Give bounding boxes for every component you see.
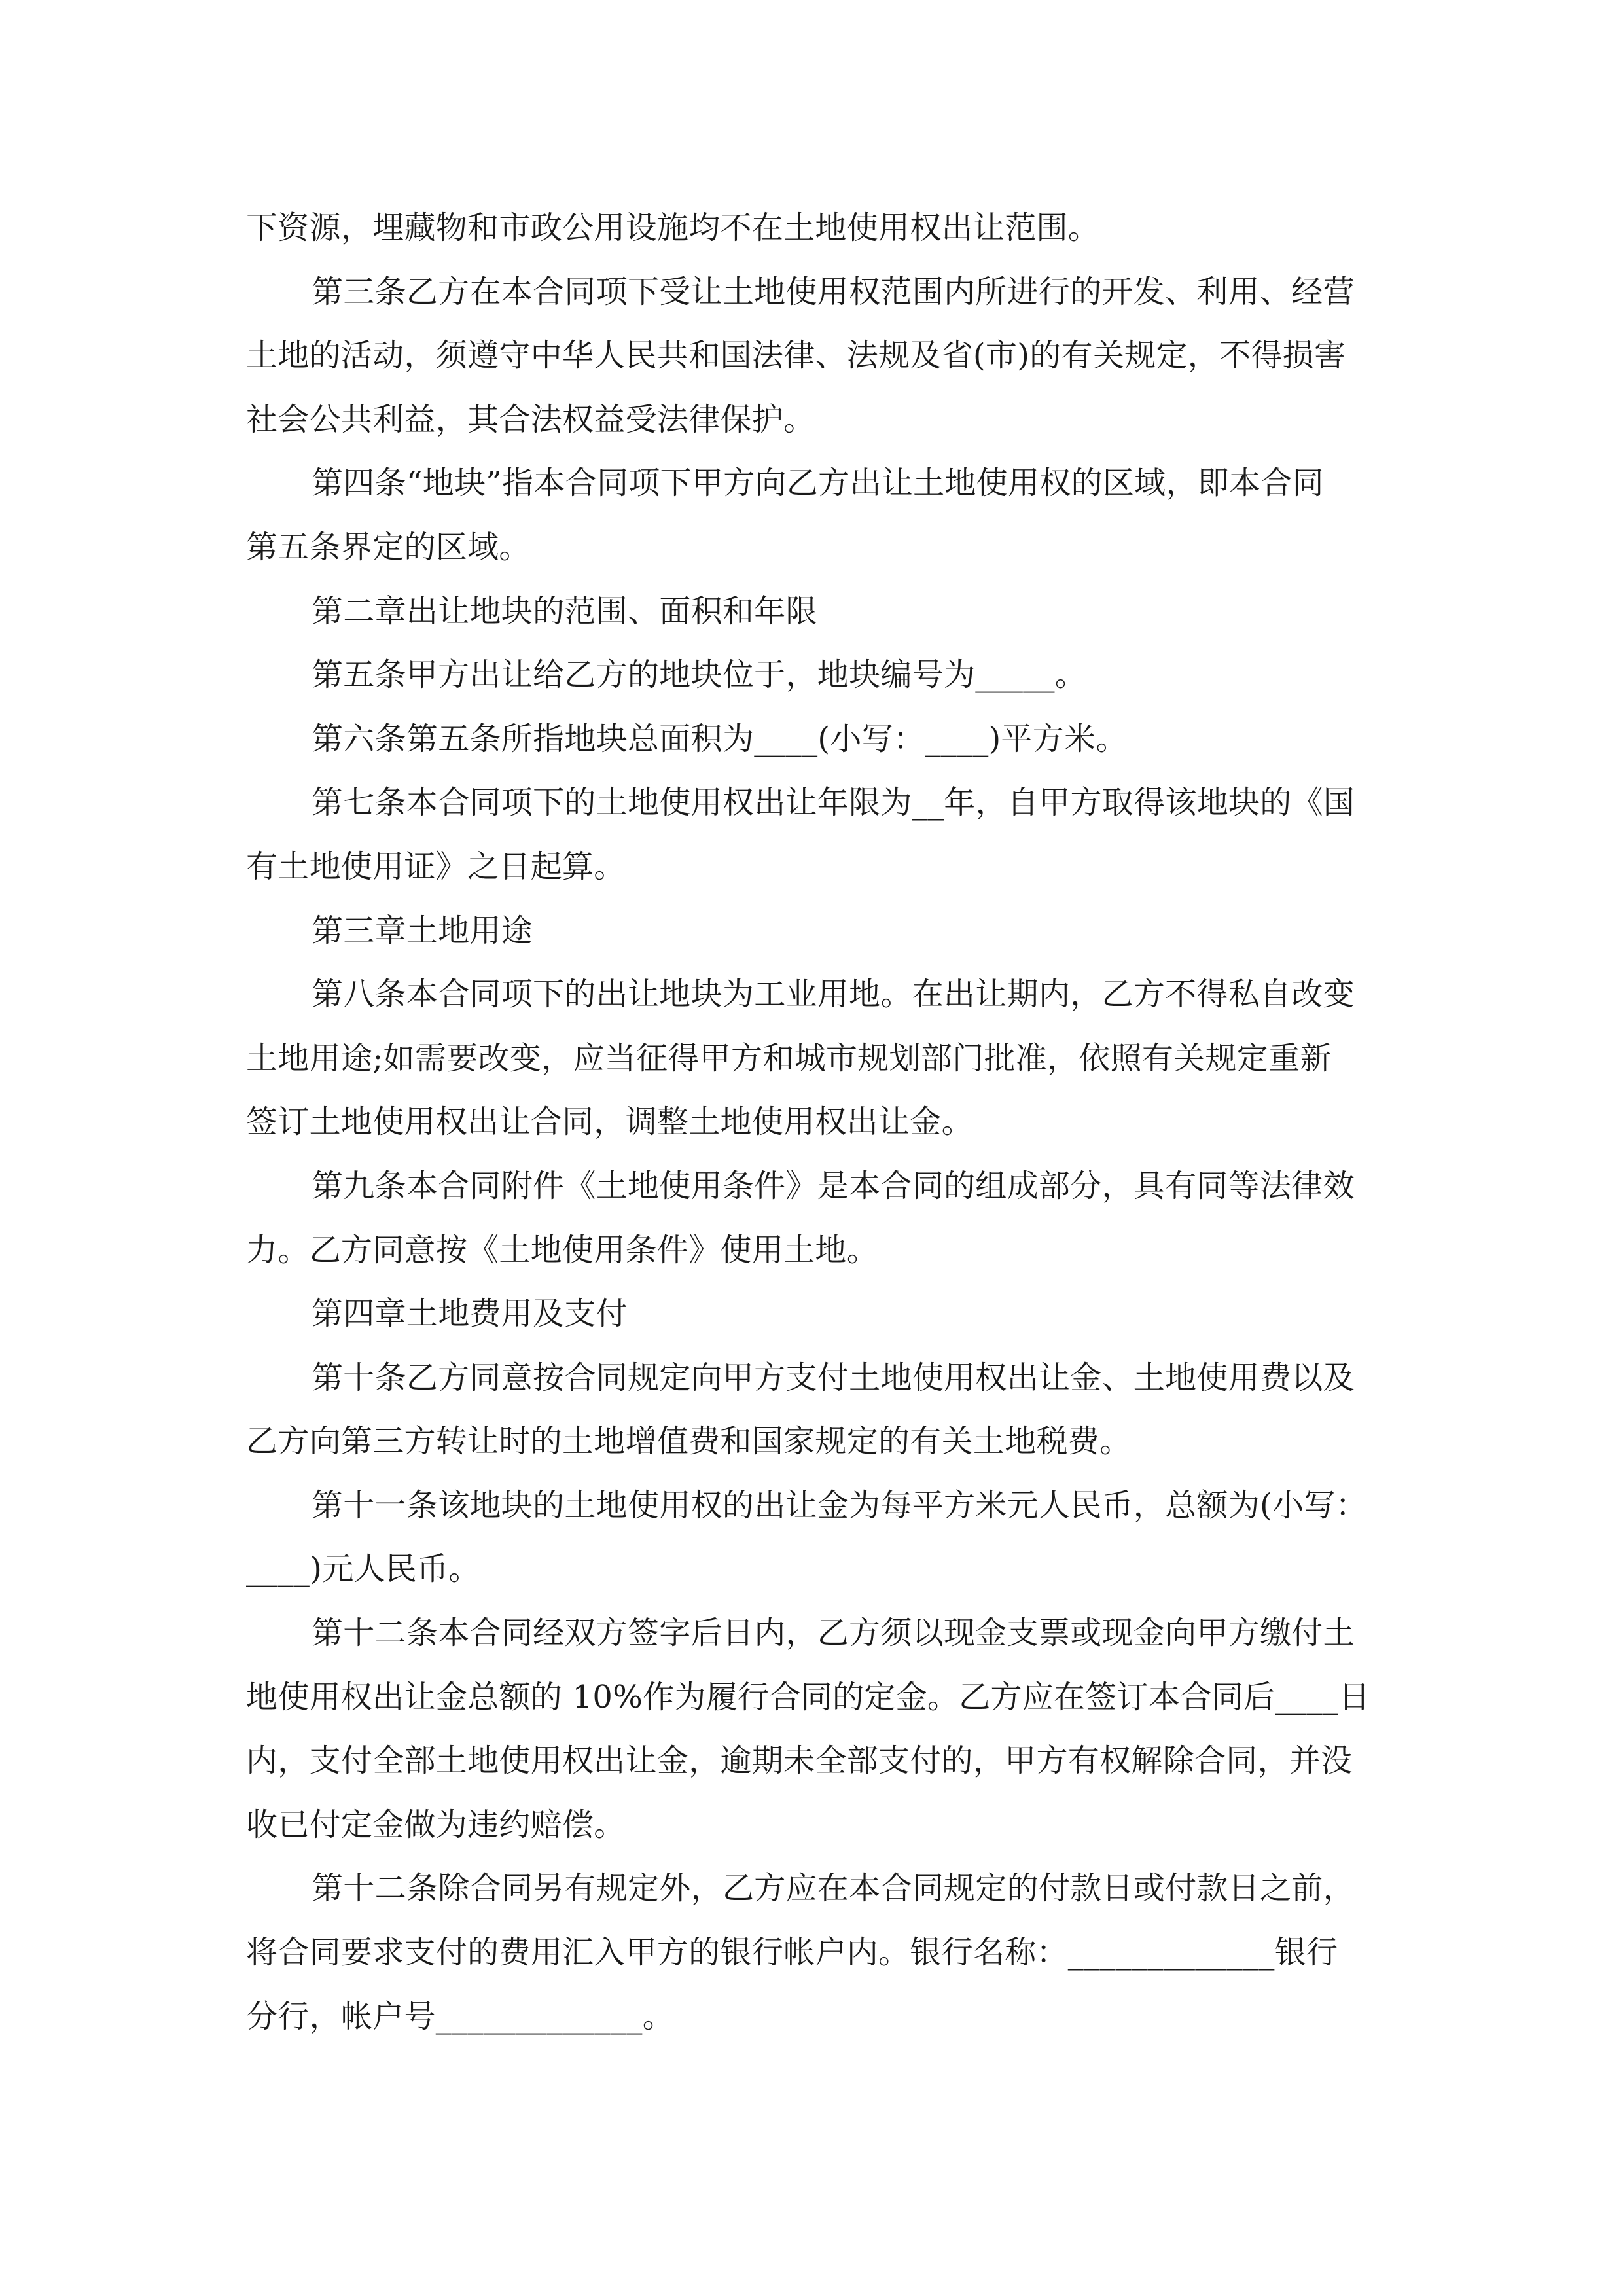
text-line: 乙方向第三方转让时的土地增值费和国家规定的有关土地税费。 [246, 1423, 1132, 1460]
article-10-line: 第十条乙方同意按合同规定向甲方支付土地使用权出让金、土地使用费以及 [312, 1359, 1355, 1396]
text-line: 土地用途;如需要改变，应当征得甲方和城市规划部门批准，依照有关规定重新 [246, 1039, 1332, 1077]
article-6-line: 第六条第五条所指地块总面积为____(小写：____)平方米。 [312, 720, 1128, 757]
chapter-3-heading: 第三章土地用途 [312, 912, 533, 949]
article-5-line: 第五条甲方出让给乙方的地块位于，地块编号为_____。 [312, 656, 1087, 694]
article-4-line: 第四条“地块”指本合同项下甲方向乙方出让土地使用权的区域，即本合同 [312, 465, 1324, 502]
chapter-4-heading: 第四章土地费用及支付 [312, 1295, 628, 1333]
text-line: 力。乙方同意按《土地使用条件》使用土地。 [246, 1231, 879, 1268]
chapter-2-heading: 第二章出让地块的范围、面积和年限 [312, 592, 817, 630]
text-line: 第五条界定的区域。 [246, 528, 531, 565]
text-line: 地使用权出让金总额的 10%作为履行合同的定金。乙方应在签订本合同后____日 [246, 1678, 1370, 1715]
text-line: 内，支付全部土地使用权出让金，逾期未全部支付的，甲方有权解除合同，并没 [246, 1742, 1353, 1780]
article-11-line: 第十一条该地块的土地使用权的出让金为每平方米元人民币，总额为(小写： [312, 1486, 1367, 1524]
article-8-line: 第八条本合同项下的出让地块为工业用地。在出让期内，乙方不得私自改变 [312, 976, 1355, 1013]
article-12-line: 第十二条本合同经双方签字后日内，乙方须以现金支票或现金向甲方缴付土 [312, 1615, 1355, 1652]
text-line: 将合同要求支付的费用汇入甲方的银行帐户内。银行名称：_____________银行 [246, 1934, 1338, 1971]
text-line: 有土地使用证》之日起算。 [246, 848, 626, 885]
article-12b-line: 第十二条除合同另有规定外，乙方应在本合同规定的付款日或付款日之前， [312, 1870, 1355, 1907]
article-9-line: 第九条本合同附件《土地使用条件》是本合同的组成部分，具有同等法律效 [312, 1167, 1355, 1204]
article-3-line: 第三条乙方在本合同项下受让土地使用权范围内所进行的开发、利用、经营 [312, 273, 1355, 310]
document-body [246, 196, 1381, 2049]
text-line: ____)元人民币。 [246, 1551, 480, 1588]
article-7-line: 第七条本合同项下的土地使用权出让年限为__年，自甲方取得该地块的《国 [312, 784, 1355, 821]
text-line: 收已付定金做为违约赔偿。 [246, 1806, 626, 1843]
text-line: 社会公共利益，其合法权益受法律保护。 [246, 401, 815, 438]
text-line: 签订土地使用权出让合同，调整土地使用权出让金。 [246, 1103, 973, 1141]
text-line: 土地的活动，须遵守中华人民共和国法律、法规及省(市)的有关规定，不得损害 [246, 337, 1346, 374]
text-line: 分行，帐户号_____________。 [246, 1998, 675, 2035]
text-line: 下资源，埋藏物和市政公用设施均不在土地使用权出让范围。 [246, 209, 1100, 246]
